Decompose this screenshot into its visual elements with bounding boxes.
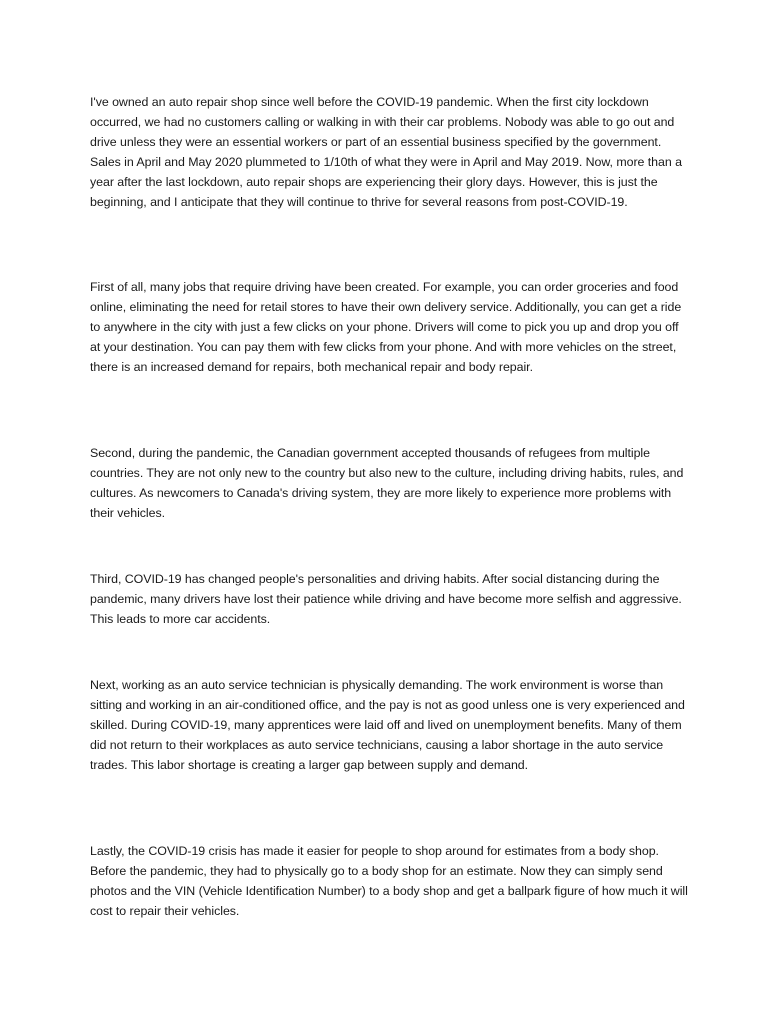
paragraph-third-reason: Third, COVID-19 has changed people's personalities and driving habits. After social distancing during the pandemic, many drivers have lost their patience while driving and have become more selfish and aggressive. This leads to more car accidents.: [90, 572, 682, 626]
paragraph-introduction: I've owned an auto repair shop since well before the COVID-19 pandemic. When the first city lockdown occurred, we had no customers calling or walking in with their car problems. Nobody was able to go out and drive unless they were an essential workers or part of an essential business specified by the government. Sales in April and May 2020 plummeted to 1/10th of what they were in April and May 2019. Now, more than a year after the last lockdown, auto repair shops are experiencing their glory days. However, this is just the beginning, and I anticipate that they will continue to thrive for several reasons from post-COVID-19.: [90, 95, 682, 209]
paragraph-first-reason: First of all, many jobs that require driving have been created. For example, you can order groceries and food online, eliminating the need for retail stores to have their own delivery service. Additionally, you can get a ride to anywhere in the city with just a few clicks on your phone. Drivers will come to pick you up and drop you off at your destination. You can pay them with few clicks from your phone. And with more vehicles on the street, there is an increased demand for repairs, both mechanical repair and body repair.: [90, 280, 682, 374]
paragraph-second-reason: Second, during the pandemic, the Canadian government accepted thousands of refugees from multiple countries. They are not only new to the country but also new to the culture, including driving habits, rules, and cultures. As newcomers to Canada's driving system, they are more likely to experience more problems with their vehicles.: [90, 446, 684, 520]
paragraph-next-reason: Next, working as an auto service technician is physically demanding. The work environment is worse than sitting and working in an air-conditioned office, and the pay is not as good unless one is very experienced and skilled. During COVID-19, many apprentices were laid off and lived on unemployment benefits. Many of them did not return to their workplaces as auto service technicians, causing a labor shortage in the auto service trades. This labor shortage is creating a larger gap between supply and demand.: [90, 678, 685, 772]
paragraph-last-reason: Lastly, the COVID-19 crisis has made it easier for people to shop around for estimates from a body shop. Before the pandemic, they had to physically go to a body shop for an estimate. Now they can simply send photos and the VIN (Vehicle Identification Number) to a body shop and get a ballpark figure of how much it will cost to repair their vehicles.: [90, 844, 688, 918]
